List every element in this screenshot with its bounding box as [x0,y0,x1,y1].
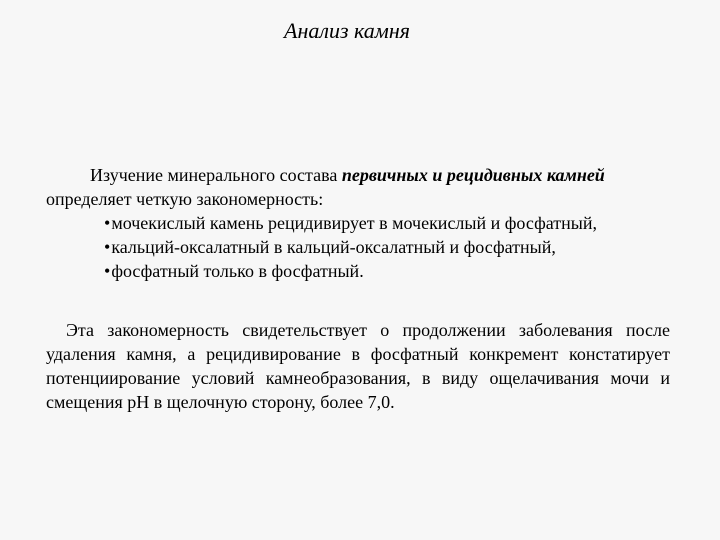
bullet-text: фосфатный только в фосфатный. [111,261,364,281]
bullet-item [46,211,686,235]
bullet-text: мочекислый камень рецидивирует в мочекислый и фосфатный, [111,213,598,233]
bullet-item [46,235,686,259]
bullet-list [46,211,686,283]
slide-title: Анализ камня [284,18,410,43]
bullet-text: кальций-оксалатный в кальций-оксалатный и фосфатный, [111,237,556,257]
intro-line [46,163,686,187]
bullet-marker: • [104,213,111,233]
intro-text: Изучение минерального состава [90,165,342,185]
bullet-marker: • [104,261,111,281]
intro-emphasis: первичных и рецидивных камней [341,165,605,185]
conclusion-paragraph: Эта закономерность свидетельствует о продолжении заболевания после удаления камня, а рецидивирование в фосфатный конкремент констатирует потенциирование условий камнеобразования, в виду ощелачивания мочи и смещения рН в щелочную сторону, более 7,0. [46,320,670,412]
bullet-marker: • [104,237,111,257]
bullet-item [46,259,686,283]
intro-paragraph [46,163,686,283]
intro-continuation: определяет четкую закономерность: [46,189,324,209]
